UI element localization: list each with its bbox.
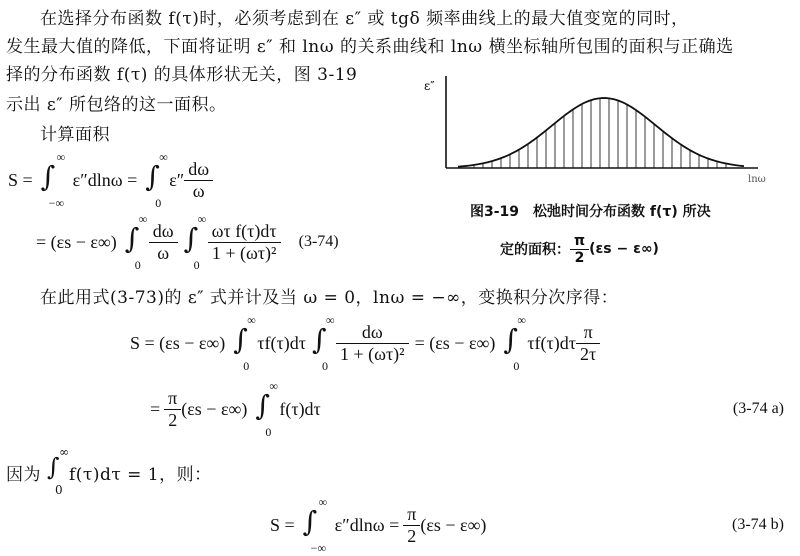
eq-lhs: S = (εs − ε∞): [130, 332, 226, 353]
integral-sign: ∫ ∞ 0: [47, 445, 70, 497]
because-line: [6, 445, 212, 497]
eq-term: ε″dlnω =: [334, 514, 400, 535]
fraction: $\frac{d\omega}{\omega}$: [184, 159, 213, 202]
equation-4: [150, 378, 790, 440]
paragraph-line: 示出 ε″ 所包络的这一面积。: [6, 95, 227, 115]
integral-sign: ∫ ∞ 0: [311, 313, 335, 373]
caption-text: 定的面积：: [500, 242, 570, 258]
epsilon-curve: [458, 98, 744, 167]
fraction: $\frac{d\omega}{\text{1 + (ωτ)²}}$: [336, 322, 409, 365]
integral-sign: ∫ ∞ 0: [503, 313, 526, 373]
eq-prefix: =: [150, 398, 161, 419]
fraction: $\frac{\pi}{2\tau}$: [576, 322, 600, 365]
integral-sign: ∫ ∞ 0: [183, 212, 207, 272]
fraction: $\frac{\pi}{2}$: [570, 233, 589, 266]
equation-3: [130, 312, 600, 374]
because-prefix: 因为: [6, 464, 41, 485]
integral-sign: ∫ ∞ 0: [233, 313, 256, 373]
figure-caption-line2: [500, 228, 659, 270]
integral-sign: ∫ ∞ 0: [255, 379, 278, 439]
eq-term: τf(τ)dτ: [257, 332, 306, 353]
section-heading: 计算面积: [40, 125, 110, 145]
fraction: $\frac{d\omega}{\omega}$: [149, 221, 178, 264]
integral-sign: ∫ ∞ 0: [145, 150, 168, 210]
equation-number: (3-74 b): [732, 516, 784, 533]
paragraph-line: 在此用式(3-73)的 ε″ 式并计及当 ω = 0，lnω = −∞，变换积分次序得：: [40, 288, 619, 308]
y-axis-label: ε″: [424, 79, 435, 93]
caption-text: (εs − ε∞): [589, 241, 659, 257]
equation-number: (3-74 a): [732, 400, 784, 417]
integral-sign: ∫ ∞ 0: [124, 212, 148, 272]
integral-sign: ∫ ∞ −∞: [40, 150, 66, 210]
eq-term: (εs − ε∞): [420, 514, 487, 535]
equation-2: [36, 212, 339, 272]
paragraph-line: 择的分布函数 f(τ) 的具体形状无关，图 3-19: [6, 65, 358, 85]
integral-sign: ∫ ∞ −∞: [302, 495, 328, 555]
eq-prefix: = (εs − ε∞): [36, 231, 117, 252]
eq-term: τf(τ)dτ: [527, 332, 577, 353]
fraction: $\frac{\text{ωτ f(τ)dτ}}{\text{1 + (ωτ)²}}$: [208, 221, 281, 264]
eq-term: (εs − ε∞): [181, 398, 248, 419]
eq-term: ε″: [169, 169, 185, 190]
equation-number: (3-74): [298, 233, 339, 250]
paragraph-line: 发生最大值的降低，下面将证明 ε″ 和 lnω 的关系曲线和 lnω 横坐标轴所包围的面积与正确选: [6, 37, 734, 57]
equation-5: [270, 496, 790, 554]
figure-3-19: [418, 70, 790, 190]
fraction: $\frac{\pi}{2}$: [403, 504, 420, 547]
eq-term: ε″dlnω =: [72, 169, 138, 190]
eq-lhs: S =: [8, 169, 33, 190]
figure-caption: 图3-19 松弛时间分布函数 f(τ) 所决: [470, 204, 711, 220]
eq-lhs: S =: [270, 514, 295, 535]
hatch-lines: [474, 98, 726, 168]
paragraph-line: 在选择分布函数 f(τ)时，必须考虑到在 ε″ 或 tgδ 频率曲线上的最大值变宽的同时，: [40, 9, 689, 29]
eq-term: = (εs − ε∞): [414, 332, 496, 353]
equation-1: [8, 150, 213, 210]
because-expr: f(τ)dτ = 1，则：: [69, 464, 212, 485]
fraction: $\frac{\pi}{2}$: [164, 388, 181, 431]
eq-term: f(τ)dτ: [279, 398, 321, 419]
x-axis-label: lnω: [748, 174, 766, 185]
